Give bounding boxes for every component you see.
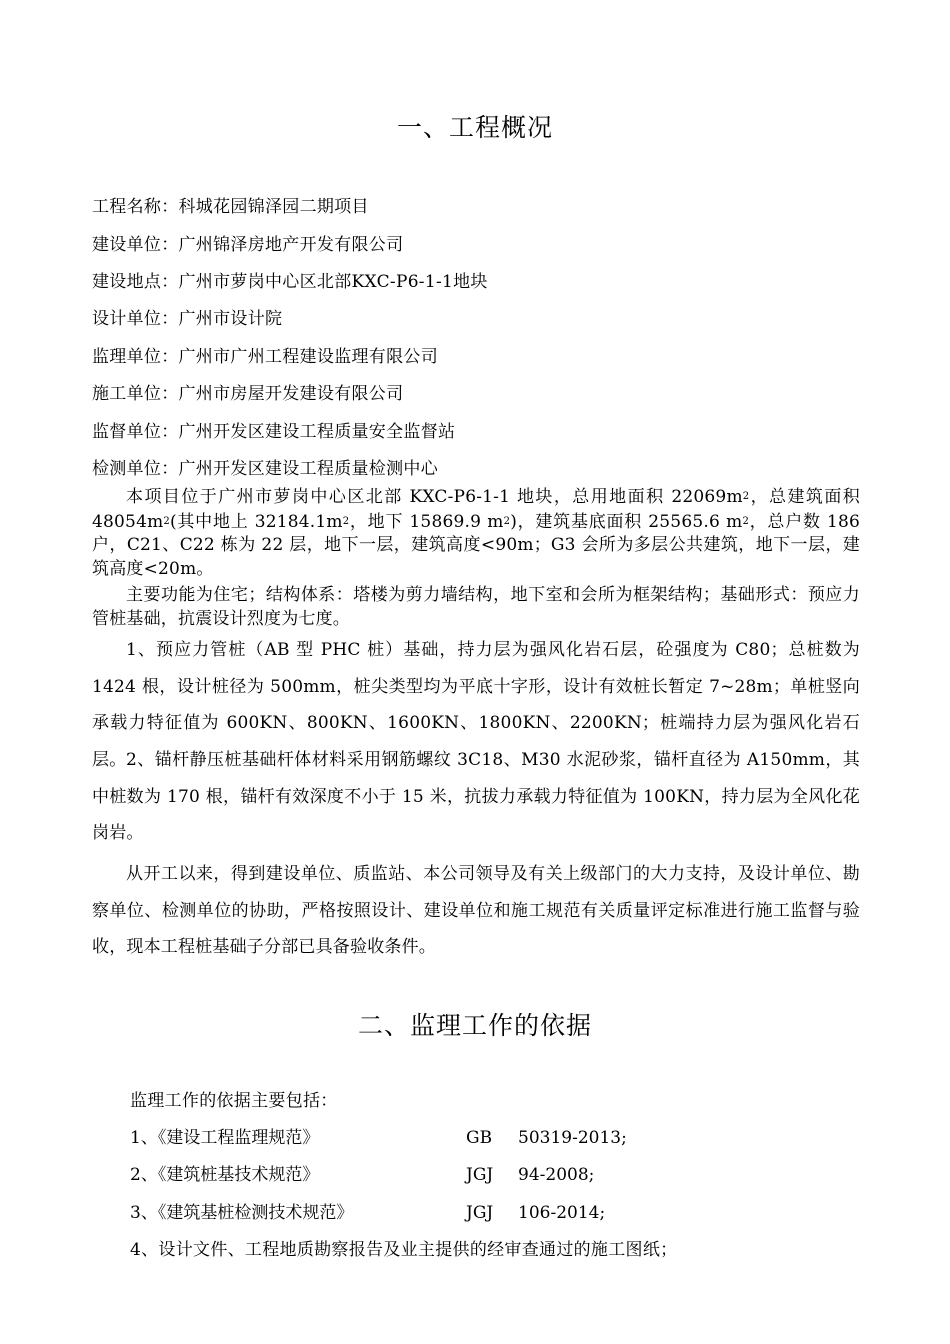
reference-item [130, 1160, 594, 1185]
acceptance-paragraph: 从开工以来，得到建设单位、质监站、本公司领导及有关上级部门的大力支持，及设计单位、勘察单位、检测单位的协助，严格按照设计、建设单位和施工规范有关质量评定标准进行施工监督与验收，现本工程桩基础子分部已具备验收条件。 [92, 864, 860, 957]
design-documents-item: 4、设计文件、工程地质勘察报告及业主提供的经审查通过的施工图纸； [130, 1240, 678, 1260]
pile-foundation-paragraph: 1、预应力管桩（AB 型 PHC 桩）基础，持力层为强风化岩石层，砼强度为 C80；总桩数为 1424 根，设计桩径为 500mm，桩尖类型均为平底十字形，设计有效桩长暂定 7~28m；单桩竖向承载力特征值为 600KN、800KN、1600KN、1800KN、2200KN；桩端持力层为强风化岩石层。 [92, 640, 860, 770]
reference-number: 50319-2013; [518, 1128, 627, 1148]
inspection-station-line: 监督单位：广州开发区建设工程质量安全监督站 [92, 422, 456, 442]
structure-paragraph: 主要功能为住宅；结构体系：塔楼为剪力墙结构，地下室和会所为框架结构；基础形式：预应力管桩基础，抗震设计烈度为七度。 [92, 585, 860, 629]
reference-code: JGJ [466, 1165, 494, 1185]
reference-code: GB [466, 1128, 493, 1148]
designer-line: 设计单位：广州市设计院 [92, 309, 283, 329]
anchor-pile-paragraph: 2、锚杆静压桩基础杆体材料采用钢筋螺纹 3C18、M30 水泥砂浆，锚杆直径为 A150mm，其中桩数为 170 根，锚杆有效深度不小于 15 米，抗拔力承载力特征值为 100KN，持力层为全风化花岗岩。 [92, 750, 860, 843]
contractor-line: 施工单位：广州市房屋开发建设有限公司 [92, 384, 404, 404]
reference-item [130, 1123, 627, 1148]
project-overview-paragraph: 本项目位于广州市萝岗中心区北部 KXC-P6-1-1 地块，总用地面积 $22069m^2$，总建筑面积 $48054m^2$(其中地上 $32184.1m^2$，地下 15869.9 $m^2$)，建筑基底面积 25565.6 $m^2$，总户数 186 户，C21、C22 栋为 22 层，地下一层，建筑高度<90m；G3 会所为多层公共建筑，地下一层，建筑高度<20m。 [92, 487, 860, 579]
reference-code: JGJ [466, 1203, 494, 1223]
reference-name: 2、《建筑桩基技术规范》 [130, 1165, 320, 1185]
project-name-line: 工程名称：科城花园锦泽园二期项目 [92, 197, 369, 217]
basis-intro-line: 监理工作的依据主要包括： [130, 1091, 338, 1111]
location-line: 建设地点：广州市萝岗中心区北部KXC-P6-1-1地块 [92, 272, 488, 292]
section-2-title: 二、监理工作的依据 [357, 1011, 592, 1040]
reference-name: 1、《建设工程监理规范》 [130, 1128, 320, 1148]
supervisor-line: 监理单位：广州市广州工程建设监理有限公司 [92, 347, 438, 367]
reference-item [130, 1198, 605, 1223]
section-1-title: 一、工程概况 [396, 113, 553, 142]
builder-line: 建设单位：广州锦泽房地产开发有限公司 [92, 235, 404, 255]
testing-center-line: 检测单位：广州开发区建设工程质量检测中心 [92, 459, 438, 479]
reference-number: 106-2014; [518, 1203, 606, 1223]
reference-number: 94-2008; [518, 1165, 595, 1185]
reference-name: 3、《建筑基桩检测技术规范》 [130, 1203, 354, 1223]
